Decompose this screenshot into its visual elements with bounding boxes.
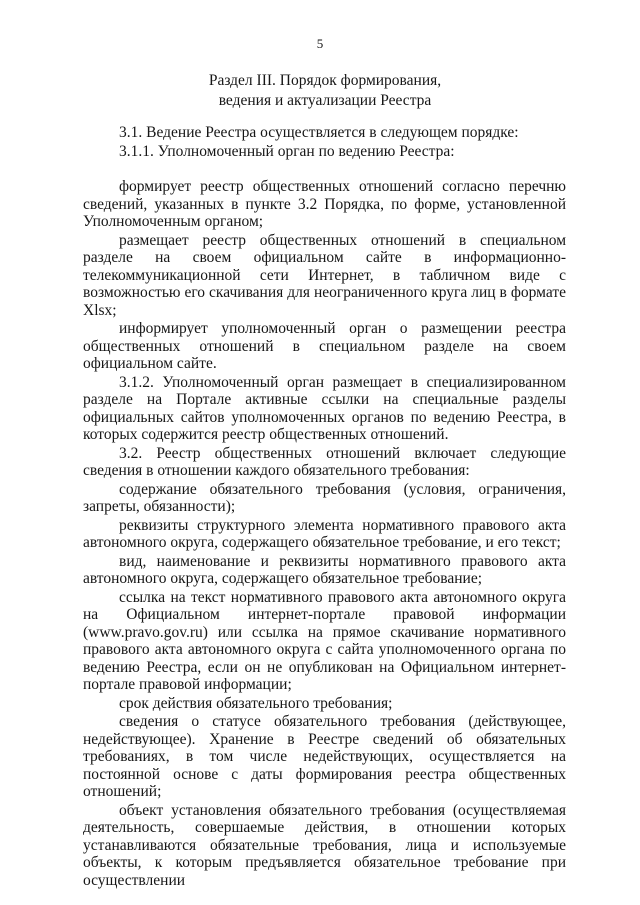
paragraph: 3.1. Ведение Реестра осуществляется в следующем порядке: [119,124,519,141]
page-number: 5 [316,36,324,51]
paragraph: 3.1.2. Уполномоченный орган размещает в специализированном разделе на Портале активные ссылки на специальные разделы официальных сайтов уполномоченных органов по ведению Реестра, в которых содержится реестр общественных отношений. [83,373,566,443]
paragraph: ссылка на текст нормативного правового акта автономного округа на Официальном интернет-портале правовой информации (www.pravo.gov.ru) или ссылка на прямое скачивание нормативного правового акта автономного округа с сайта уполномоченного органа по ведению Реестра, если он не опубликован на Официальном интернет-портале правовой информации; [83,588,566,693]
paragraph: 3.1.1. Уполномоченный орган по ведению Реестра: [119,142,455,160]
section-title [80,71,570,111]
paragraph: размещает реестр общественных отношений в специальном разделе на своем официальном сайте в информационно-телекоммуникационной сети Интернет, в табличном виде с возможностью его скачивания для неограниченного круга лиц в формате Xlsx; [83,231,566,319]
section-title-line-1: Раздел III. Порядок формирования, [208,72,442,89]
paragraph: срок действия обязательного требования; [119,694,393,712]
paragraph: информирует уполномоченный орган о размещении реестра общественных отношений в специальном разделе на своем официальном сайте. [83,320,566,372]
paragraph: 3.2. Реестр общественных отношений включает следующие сведения в отношении каждого обязательного требования: [83,444,566,479]
section-title-line-2: ведения и актуализации Реестра [218,92,432,109]
paragraph: объект установления обязательного требования (осуществляемая деятельность, совершаемые действия, в отношении которых устанавливаются обязательные требования, лица и используемые объекты, к которым предъявляется обязательное требование при осуществлении [83,801,566,889]
paragraph: сведения о статусе обязательного требования (действующее, недействующее). Хранение в Реестре сведений об обязательных требованиях, в том числе недействующих, осуществляется на постоянной основе с даты формирования реестра общественных отношений; [83,713,566,800]
paragraph: вид, наименование и реквизиты нормативного правового акта автономного округа, содержащего обязательное требование; [83,552,566,587]
paragraph: содержание обязательного требования (условия, ограничения, запреты, обязанности); [83,480,566,515]
paragraph: реквизиты структурного элемента нормативного правового акта автономного округа, содержащего обязательное требование, и его текст; [83,516,566,551]
paragraph: формирует реестр общественных отношений согласно перечню сведений, указанных в пункте 3.2 Порядка, по форме, установленной Уполномоченным органом; [83,178,566,230]
document-body [83,124,566,890]
